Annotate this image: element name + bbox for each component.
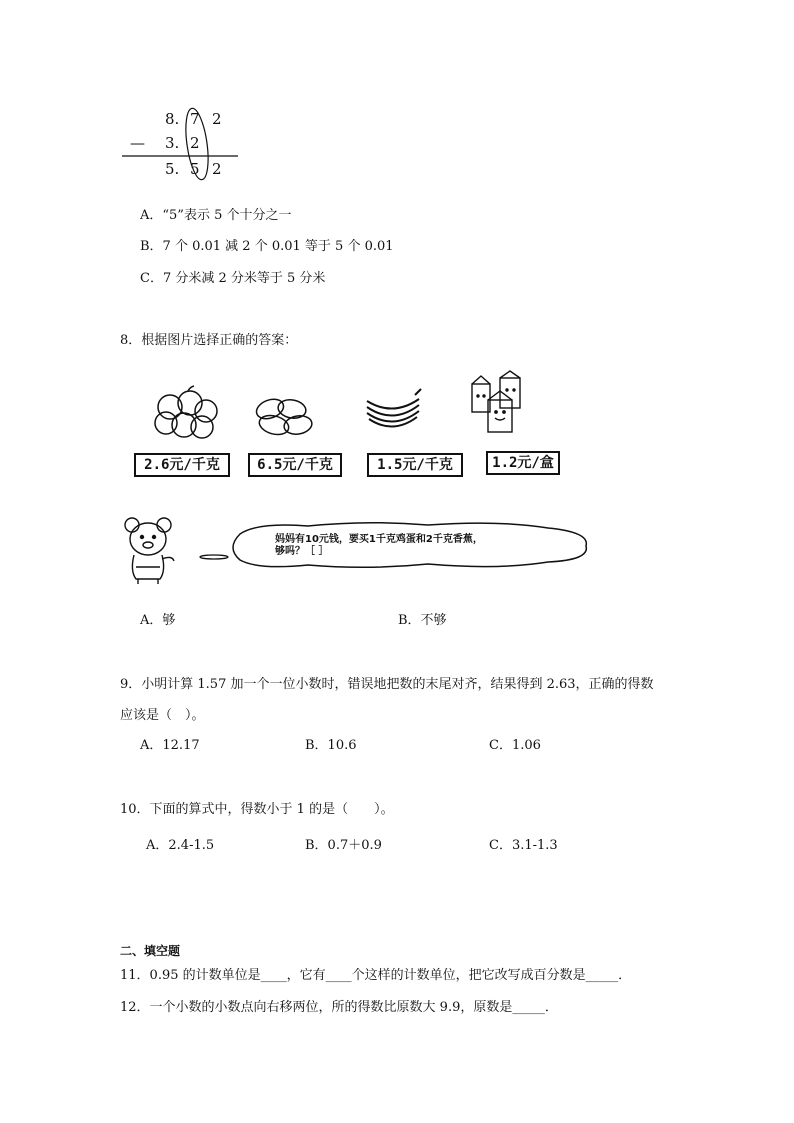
q9-option-a[interactable]: A．12.17 (140, 738, 200, 753)
bubble-line2: 够吗？［ ］ (275, 546, 329, 557)
q10-option-b[interactable]: B．0.7＋0.9 (305, 838, 382, 853)
q12-text: 12．一个小数的小数点向右移两位，所的得数比原数大 9.9，原数是_____． (120, 1000, 558, 1015)
minus-sign: — (130, 134, 145, 152)
q9-line2: 应该是（ ）。 (120, 708, 205, 723)
q10-option-a[interactable]: A．2.4-1.5 (146, 838, 215, 853)
q7-option-b[interactable]: B．7 个 0.01 减 2 个 0.01 等于 5 个 0.01 (140, 239, 394, 254)
q8-question: 8．根据图片选择正确的答案： (120, 333, 298, 348)
q9-option-c[interactable]: C．1.06 (489, 738, 541, 753)
q8-option-a[interactable]: A．够 (140, 613, 176, 628)
q8-option-b[interactable]: B．不够 (398, 613, 447, 628)
section-heading: 二、填空题 (120, 944, 181, 958)
price-bananas: 1.5元/千克 (367, 453, 463, 477)
price-apples: 2.6元/千克 (134, 453, 230, 477)
arith-r3-hundredths: 2 (212, 160, 222, 178)
q9-line1: 9．小明计算 1.57 加一个一位小数时，错误地把数的末尾对齐，结果得到 2.63，正确的得数 (120, 677, 654, 692)
arith-r1-int: 8. (165, 110, 180, 128)
q10-question: 10．下面的算式中，得数小于 1 的是（ ）。 (120, 802, 394, 817)
arith-r2-tenths: 2 (190, 134, 200, 152)
q11-text: 11．0.95 的计数单位是____，它有____个这样的计数单位，把它改写成百分数是_____． (120, 968, 632, 983)
apples-icon (150, 385, 220, 440)
bananas-icon (363, 385, 423, 435)
price-milk: 1.2元/盒 (486, 451, 560, 475)
arith-r3-int: 5. (165, 160, 180, 178)
bear-icon (120, 515, 185, 587)
arith-r1-tenths: 7 (190, 110, 200, 128)
eggs-icon (248, 395, 318, 440)
price-eggs: 6.5元/千克 (248, 453, 342, 477)
arith-r3-tenths: 5 (190, 160, 200, 178)
q7-option-c[interactable]: C．7 分米减 2 分米等于 5 分米 (140, 271, 326, 286)
bubble-line1: 妈妈有10元钱，要买1千克鸡蛋和2千克香蕉， (275, 534, 483, 545)
arith-lines (110, 100, 250, 190)
milk-boxes-icon (468, 370, 528, 438)
q9-option-b[interactable]: B．10.6 (305, 738, 357, 753)
arith-r1-hundredths: 2 (212, 110, 222, 128)
q7-option-a[interactable]: A．“5”表示 5 个十分之一 (140, 208, 292, 223)
arith-r2-int: 3. (165, 134, 180, 152)
q10-option-c[interactable]: C．3.1-1.3 (489, 838, 558, 853)
